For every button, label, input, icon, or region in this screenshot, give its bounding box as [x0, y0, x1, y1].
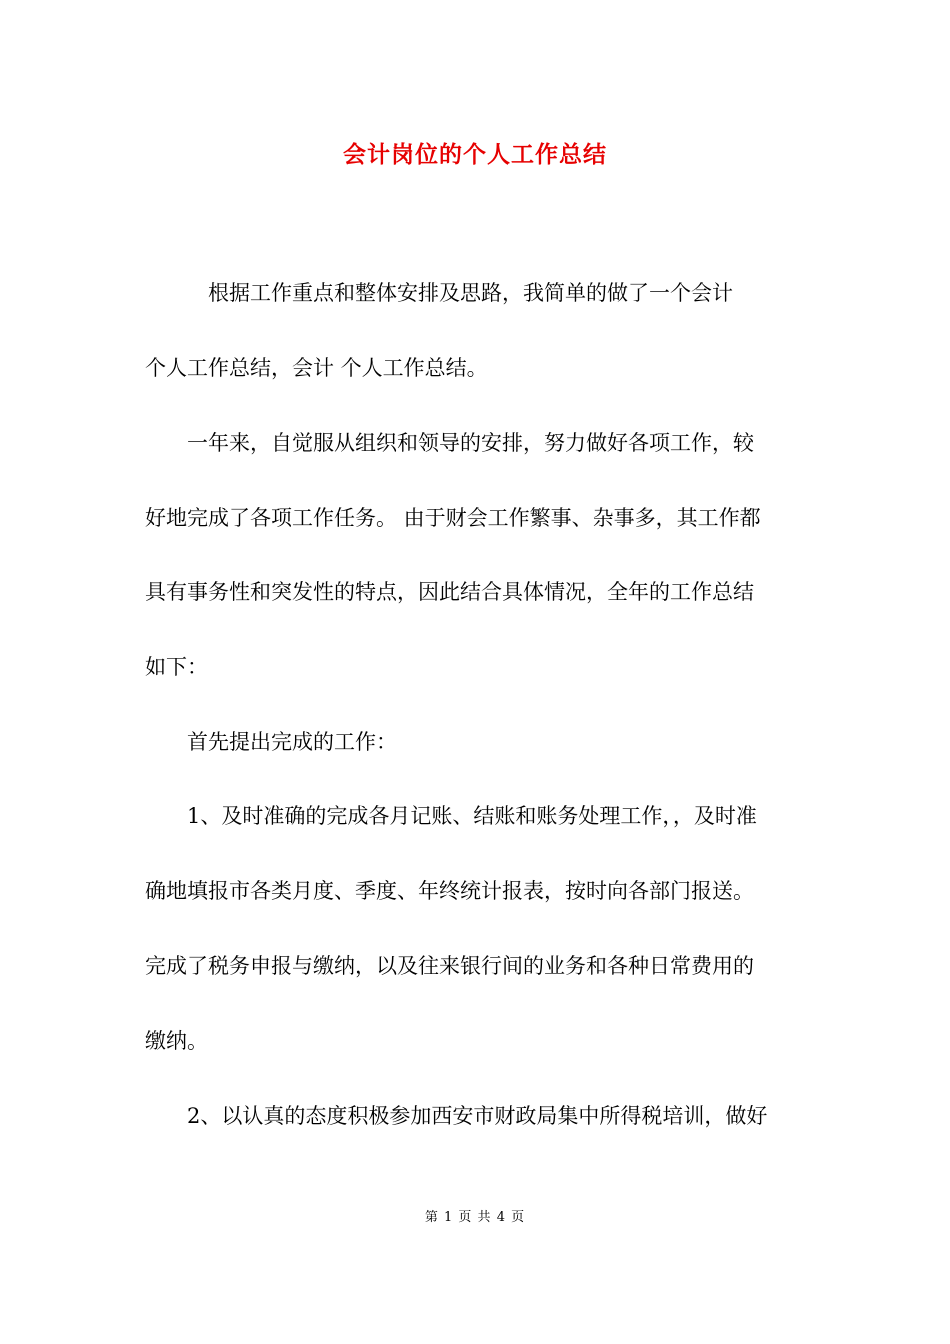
body-line: 2、以认真的态度积极参加西安市财政局集中所得税培训，做好: [145, 1104, 768, 1128]
body-line: 首先提出完成的工作：: [145, 730, 397, 754]
body-line: 完成了税务申报与缴纳，以及往来银行间的业务和各种日常费用的: [145, 954, 754, 978]
body-line: 个人工作总结，会计 个人工作总结。: [145, 356, 488, 380]
body-line: 一年来，自觉服从组织和领导的安排，努力做好各项工作，较: [145, 431, 754, 455]
body-line: 1、及时准确的完成各月记账、结账和账务处理工作，，及时准: [145, 804, 757, 828]
body-line: 具有事务性和突发性的特点，因此结合具体情况，全年的工作总结: [145, 580, 754, 604]
body-line: 好地完成了各项工作任务。 由于财会工作繁事、杂事多，其工作都: [145, 506, 761, 530]
body-line: 如下：: [145, 655, 208, 679]
page-footer: 第 1 页 共 4 页: [424, 1210, 526, 1225]
document-title: 会计岗位的个人工作总结: [343, 141, 607, 168]
body-line: 确地填报市各类月度、季度、年终统计报表，按时向各部门报送。: [145, 879, 754, 903]
body-line: 缴纳。: [145, 1029, 208, 1053]
body-line: 根据工作重点和整体安排及思路，我简单的做了一个会计: [145, 281, 733, 305]
